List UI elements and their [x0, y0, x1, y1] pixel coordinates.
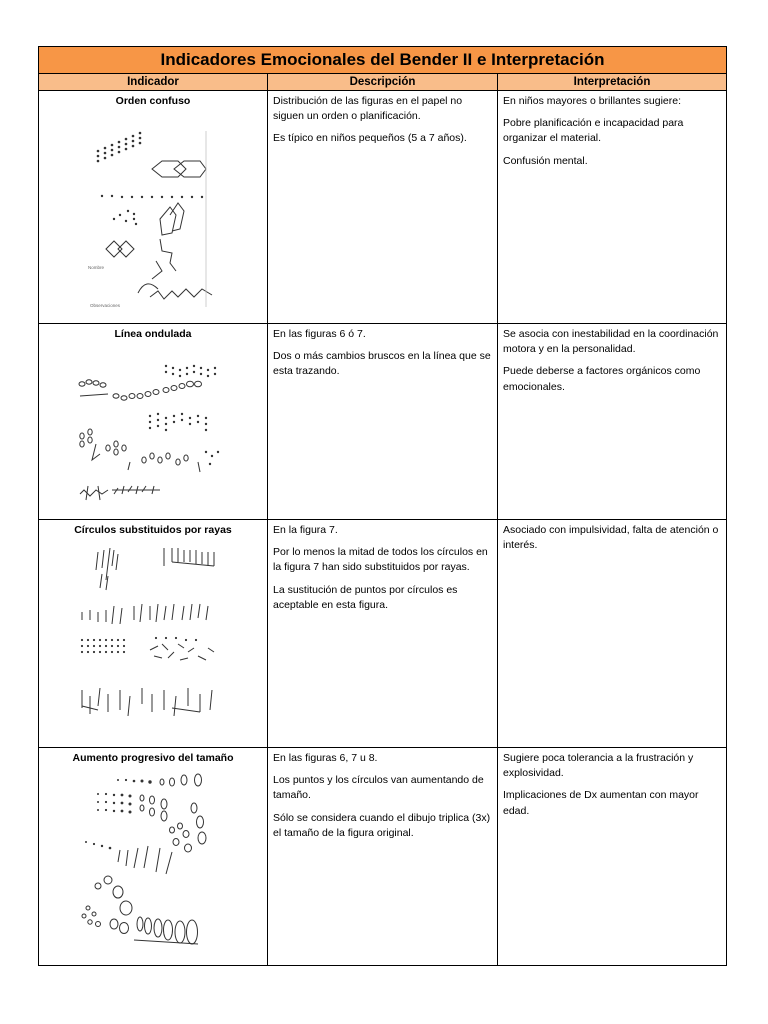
- indicator-cell: [39, 91, 268, 324]
- interpretation-text: En niños mayores o brillantes sugiere:: [503, 95, 682, 107]
- interpretation-text: Se asocia con inestabilidad en la coordinación motora y en la personalidad.: [503, 328, 719, 356]
- header-indicator: Indicador: [39, 74, 268, 91]
- description-text: Por lo menos la mitad de todos los círculos en la figura 7 han sido substituidos por rayas.: [273, 546, 488, 574]
- svg-text:Observaciones: Observaciones: [90, 303, 121, 309]
- description-text: Dos o más cambios bruscos en la línea que se esta trazando.: [273, 350, 491, 378]
- indicators-table: [38, 46, 727, 966]
- header-description: Descripción: [268, 74, 498, 91]
- interpretation-text: Implicaciones de Dx aumentan con mayor edad.: [503, 789, 699, 817]
- interpretation-text: Puede deberse a factores orgánicos como emocionales.: [503, 365, 701, 393]
- bender-drawing-orden-confuso: [78, 111, 228, 311]
- description-cell: [268, 324, 498, 520]
- table-row: [39, 748, 727, 966]
- indicator-cell: [39, 520, 268, 748]
- bender-drawing-linea-ondulada: [68, 344, 238, 512]
- description-cell: [268, 748, 498, 966]
- description-text: La sustitución de puntos por círculos es aceptable en esta figura.: [273, 583, 458, 611]
- header-interpretation: Interpretación: [498, 74, 727, 91]
- description-text: Distribución de las figuras en el papel no siguen un orden o planificación.: [273, 95, 463, 123]
- description-cell: [268, 520, 498, 748]
- table-row: [39, 520, 727, 748]
- interpretation-text: Confusión mental.: [503, 154, 588, 167]
- bender-drawing-circulos-rayas: [68, 540, 238, 738]
- description-text: Los puntos y los círculos van aumentando de tamaño.: [273, 774, 484, 802]
- description-text: En la figura 7.: [273, 524, 338, 536]
- interpretation-text: Asociado con impulsividad, falta de atención o interés.: [503, 524, 719, 552]
- indicator-cell: [39, 324, 268, 520]
- description-cell: [268, 91, 498, 324]
- table-row: [39, 324, 727, 520]
- indicator-cell: [39, 748, 268, 966]
- description-text: En las figuras 6, 7 u 8.: [273, 752, 378, 764]
- indicator-title: Aumento progresivo del tamaño: [72, 752, 234, 764]
- interpretation-cell: [498, 324, 727, 520]
- bender-drawing-aumento-tamano: [68, 768, 238, 956]
- indicator-title: Círculos substituidos por rayas: [74, 524, 232, 536]
- table-title: Indicadores Emocionales del Bender II e Interpretación: [39, 47, 727, 74]
- description-text: Es típico en niños pequeños (5 a 7 años).: [273, 132, 467, 145]
- interpretation-cell: [498, 91, 727, 324]
- indicator-title: Orden confuso: [115, 95, 191, 107]
- interpretation-cell: [498, 520, 727, 748]
- interpretation-text: Sugiere poca tolerancia a la frustración y explosividad.: [503, 752, 694, 780]
- interpretation-cell: [498, 748, 727, 966]
- description-text: Sólo se considera cuando el dibujo triplica (3x) el tamaño de la figura original.: [273, 811, 491, 839]
- indicator-title: Línea ondulada: [114, 328, 192, 340]
- table-row: [39, 91, 727, 324]
- description-text: En las figuras 6 ó 7.: [273, 328, 366, 340]
- interpretation-text: Pobre planificación e incapacidad para organizar el material.: [503, 117, 684, 145]
- svg-text:Nombre: Nombre: [88, 265, 105, 271]
